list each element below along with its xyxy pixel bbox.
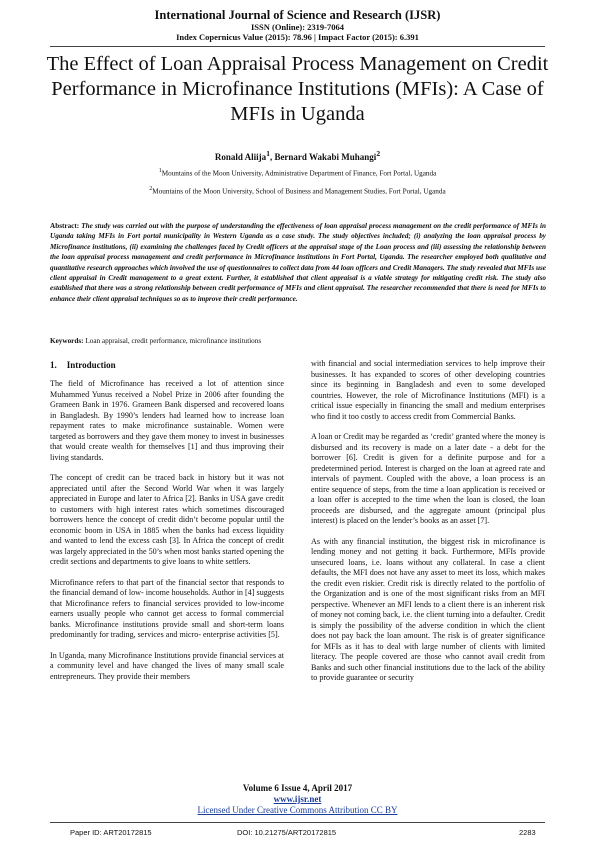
authors (0, 149, 595, 162)
affiliation-1 (0, 168, 595, 177)
header-rule (50, 46, 545, 47)
paragraph: The field of Microfinance has received a lot of attention since Muhammed Yunus received a Nobel Prize in 2006 after founding the Grameen Bank in 1976. Grameen Bank dispersed and recovered loans in Bangladesh. By 1990’s lenders had learned how to increase loan repayment rates to make microfinance sustainable. Women were targeted as borrowers and they gave them money to invest in businesses that would create wealth for themselves [1] and thus improving their living standards. (50, 379, 284, 462)
paper-id: Paper ID: ART20172815 (70, 828, 152, 837)
paragraph: As with any financial institution, the biggest risk in microfinance is lending money and not getting it back. Furthermore, MFIs provide unsecured loans, i.e. loans without any collateral. In case a client defaults, the MFI does not have any asset to meet its loss, which makes the credit even riskier. Credit risk is directly related to the portfolio of the Organization and is one of the most significant risks from an MFI perspective. Whenever an MFI lends to a client there is an inherent risk of money not coming back, i.e. the client turning into a defaulter. Credit is simply the possibility of the adverse condition in which the client does not pay back the loan amount. The risk is of greater significance for MFIs as it has to deal with large number of clients with limited literacy. The people covered are those who cannot avail credit from Banks and such other financial institutions due to the lack of the ability to provide guarantee or security (311, 536, 545, 682)
keywords-text: Loan appraisal, credit performance, microfinance institutions (85, 337, 262, 345)
left-column (50, 359, 284, 692)
right-column (311, 359, 545, 694)
affiliation-2-text: Mountains of the Moon University, School of Business and Management Studies, Fort Portal, Uganda (152, 187, 446, 196)
author-2: Bernard Wakabi Muhangi (274, 152, 377, 162)
paper-title: The Effect of Loan Appraisal Process Management on Credit Performance in Microfinance Institutions (MFIs): A Case of MFIs in Uganda (46, 53, 549, 125)
site-link[interactable]: www.ijsr.net (273, 794, 322, 804)
paragraph: A loan or Credit may be regarded as ‘credit’ granted where the money is disbursed and its recovery is made on a later date - a debt for the borrower [6]. Credit is given for a definite purpose and for a predetermined period. Interest is charged on the loan at agreed rate and intervals of payment. Coupled with the above, a loan process is an entire sequence of steps, from the time a loan application is received or a loan offer is accepted to the time when the loan is closed, the loan proceeds are disbursed, and the aggregate amount (principal plus interest) is placed on the lender’s books as an asset [7]. (311, 432, 545, 525)
license-link[interactable]: Licensed Under Creative Commons Attribution CC BY (197, 805, 398, 815)
page-number: 2283 (519, 828, 536, 837)
volume-line: Volume 6 Issue 4, April 2017 (242, 783, 353, 793)
author-separator: , (269, 152, 275, 162)
author-1: Ronald Aliija (214, 152, 267, 162)
paragraph: Microfinance refers to that part of the financial sector that responds to the financial demand of low- income households. Author in [4] suggests that Microfinance refers to financial services provided to low-income earners usually people who cannot get access to formal commercial banks. Microfinance institutions provide small and short-term loans predominantly for trading, services and micro- enterprise activities [5]. (50, 577, 284, 639)
abstract-label: Abstract: (50, 222, 80, 230)
keywords-label: Keywords: (50, 337, 84, 345)
paragraph: The concept of credit can be traced back in history but it was not appreciated until after the Second World War when it was largely appreciated in Europe and later to Africa [2]. Banks in USA gave credit to customers with high interest rates which sometimes discouraged borrowers hence the concept of credit didn’t become popular until the economic boom in USA in 1885 when the banks had excess liquidity and wanted to lend the excess cash [3]. In Africa the concept of credit was largely appreciated in the 50’s when most banks started opening the credit sections and departments to give loans to white settlers. (50, 473, 284, 566)
paragraph: In Uganda, many Microfinance Institutions provide financial services at a community level and have changed the lives of many small scale entrepreneurs. They provide their members (50, 650, 284, 681)
section-number: 1. (50, 360, 57, 370)
affiliation-1-sup: 1 (158, 168, 162, 174)
paragraph: with financial and social intermediation services to help improve their businesses. It has expanded to scores of other developing countries since its beginning in Bangladesh and even to some developed countries. However, the role of Microfinance Institutions (MFI) is a critical issue especially in financing the small and medium enterprises who find it too costly to access credit from Commercial Banks. (311, 359, 545, 421)
author-1-sup: 1 (266, 149, 270, 158)
section-heading (50, 359, 284, 371)
section-title: Introduction (66, 360, 116, 370)
affiliation-1-text: Mountains of the Moon University, Administrative Department of Finance, Fort Portal, Uganda (161, 169, 437, 178)
journal-footer (0, 783, 595, 816)
issn: ISSN (Online): 2319-7064 (250, 22, 345, 32)
journal-name: International Journal of Science and Research (IJSR) (154, 8, 441, 22)
author-2-sup: 2 (376, 149, 381, 158)
abstract-text: The study was carried out with the purpose of understanding the effectiveness of loan appraisal process management on the credit performance of MFIs in Uganda taking MFIs in Fort portal municipality in Western Uganda as a case study. The study objectives included; (i) analyzing the loan appraisal process by Microfinance institutions, (ii) examining the challenges faced by Credit officers at the appraisal stage of the Loan process and (iii) assessing the relationship between the loan appraisal process management and credit performance in Microfinance institutions in Fort Portal, Uganda. The researcher employed both qualitative and quantitative research approaches which involved the use of questionnaires to collect data from 44 loan officers and Credit Managers. The study revealed that MFIs use client appraisal in Credit management to a great extent. Further, it established that client appraisal is a viable strategy for mitigating credit risk. The study also established that there was a strong relationship between credit performance of MFIs and client appraisal. The researcher recommended that there is need for MFIs to enhance their client appraisal techniques so as to improve their credit performance. (50, 222, 546, 303)
affiliation-2-sup: 2 (149, 186, 153, 192)
index-line: Index Copernicus Value (2015): 78.96 | Impact Factor (2015): 6.391 (176, 32, 419, 42)
doi: DOI: 10.21275/ART20172815 (237, 828, 337, 837)
abstract (50, 221, 546, 304)
journal-header (0, 8, 595, 42)
keywords (50, 337, 546, 345)
footer-rule (50, 822, 545, 823)
affiliation-2 (0, 186, 595, 195)
